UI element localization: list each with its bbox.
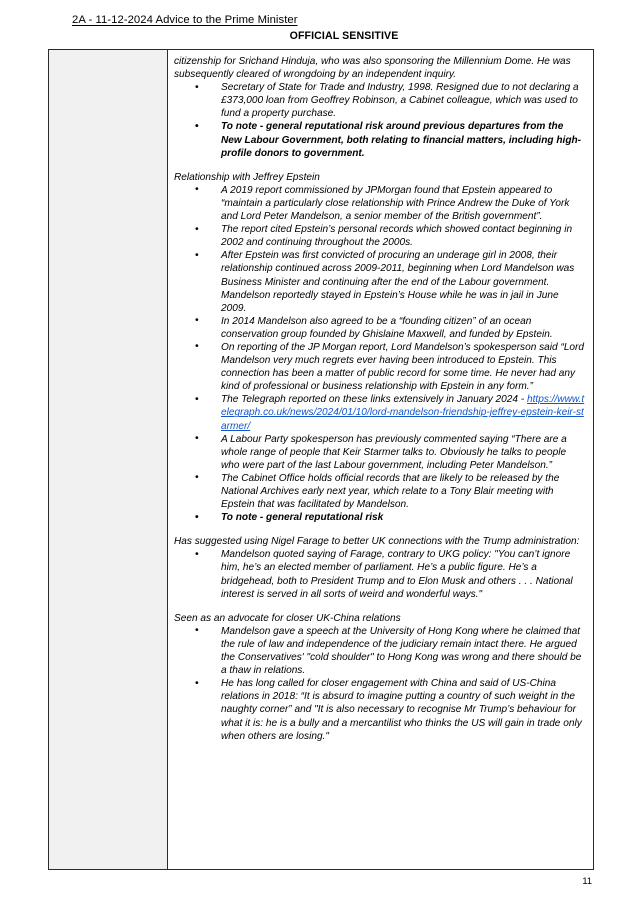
list-item [174,315,587,341]
bullet-list [174,184,587,524]
section-heading: Seen as an advocate for closer UK-China relations [174,612,401,624]
list-item [174,249,587,314]
external-link[interactable]: https://www.telegraph.co.uk/news/2024/01/10/lord-mandelson-friendship-jeffrey-epstein-keir-starmer/ [221,394,585,432]
list-item-text: A 2019 report commissioned by JPMorgan found that Epstein appeared to “maintain a particularly close relationship with Prince Andrew the Duke of York and Lord Peter Mandelson, a senior member of the British government”. [221,184,570,223]
list-item-text: To note - general reputational risk around previous departures from the New Labour Government, both relating to financial matters, including high-profile donors to government. [221,121,582,159]
list-item-text: The report cited Epstein’s personal records which showed contact beginning in 2002 and continuing throughout the 2000s. [221,224,573,249]
list-item [174,223,587,249]
list-item [174,341,587,393]
left-cell-content [49,50,167,869]
table-cell-left [49,50,168,870]
list-item [174,511,587,524]
list-item-text: The Telegraph reported on these links extensively in January 2024 - [221,394,527,406]
bullet-list [174,548,587,600]
content-table [48,49,594,870]
section-heading: Has suggested using Nigel Farage to better UK connections with the Trump administration: [174,536,580,548]
list-item [174,548,587,600]
list-item [174,120,587,159]
list-item [174,81,587,120]
list-item-text: In 2014 Mandelson also agreed to be a “founding citizen” of an ocean conservation group founded by Ghislaine Maxwell, and funded by Epstein. [221,315,553,340]
list-item-text: Mandelson gave a speech at the University of Hong Kong where he claimed that the rule of law and independence of the judiciary remain intact there. He argued the Conservatives' "cold shoulder" to Hong Kong was wrong and there should be a thaw in relations. [221,625,582,677]
bullet-list [174,81,587,160]
list-item [174,184,587,223]
list-item [174,472,587,511]
list-item-text: Mandelson quoted saying of Farage, contrary to UKG policy: "You can’t ignore him, he’s an elected member of parliament. He’s a public figure. He’s a bridgehead, both to President Trump and to Elon Musk and others . . . National interest is served in all sorts of weird and wonderful ways." [221,549,573,600]
document-title: 2A - 11-12-2024 Advice to the Prime Minister [72,14,298,26]
page-number: 11 [582,876,592,886]
classification-marking: OFFICIAL SENSITIVE [289,30,399,42]
table-cell-right [168,50,594,870]
list-item-text: The Cabinet Office holds official records that are likely to be released by the National Archives early next year, which relate to a Tony Blair meeting with Epstein that was facilitated by Mandelson. [221,472,560,511]
list-item-text: To note - general reputational risk [221,512,384,524]
section-heading: Relationship with Jeffrey Epstein [174,171,320,183]
list-item-text: After Epstein was first convicted of procuring an underage girl in 2008, their relationship continued across 2009-2011, beginning when Lord Mandelson was Business Minister and continuing after the end of the Labour government. Mandelson reportedly stayed in Epstein’s House while he was in jail in June 2009. [221,250,575,314]
document-header [0,13,640,43]
list-item [174,625,587,677]
body-paragraph: citizenship for Srichand Hinduja, who was also sponsoring the Millennium Dome. He was subsequently cleared of wrongdoing by an independent inquiry. [174,56,571,81]
bullet-list [174,625,587,743]
table-row [49,50,594,870]
list-item-text: A Labour Party spokesperson has previously commented saying “There are a whole range of people that Keir Starmer talks to. Obviously he talks to people who were part of the last Labour government, including Peter Mandelson.” [221,433,567,471]
right-cell-content [168,50,593,757]
list-item-text: Secretary of State for Trade and Industry, 1998. Resigned due to not declaring a £373,000 loan from Geoffrey Robinson, a Cabinet colleague, which was used to fund a property purchase. [221,82,579,120]
list-item [174,677,587,742]
list-item-text: He has long called for closer engagement with China and said of US-China relations in 2018: “It is absurd to imagine putting a country of such weight in the naughty corner” and "It is also necessary to recognise Mr Trump’s behaviour for what it is: he is a bully and a mercantilist who thinks the US will gain in trade only when others are losing." [221,678,582,742]
list-item-text: On reporting of the JP Morgan report, Lord Mandelson’s spokesperson said “Lord Mandelson very much regrets ever having been introduced to Epstein. This connection has been a matter of public record for some time. He never had any kind of professional or business relationship with Epstein in any form.” [221,341,585,393]
list-item [174,433,587,472]
list-item [174,393,587,432]
